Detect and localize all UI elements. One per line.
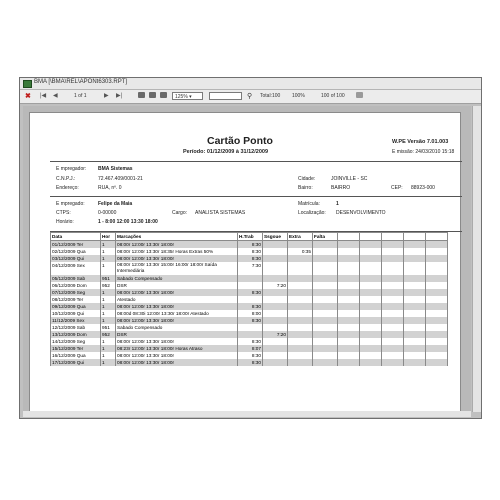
date-cell: 06/12/2009 Dom xyxy=(51,282,101,289)
address-value: RUA, nº. 0 xyxy=(98,185,122,191)
hours-worked-cell xyxy=(238,275,263,282)
marks-cell: 08:00r 12:00r 13:30r 18:00r xyxy=(116,289,238,296)
report-title: Cartão Ponto xyxy=(207,135,273,147)
blank-cell xyxy=(360,255,382,262)
ssgoue-cell xyxy=(263,359,288,366)
date-cell: 09/12/2009 Qua xyxy=(51,303,101,310)
blank-cell xyxy=(360,282,382,289)
blank-cell xyxy=(360,352,382,359)
marks-cell: 08:00r 12:00r 13:30r 18:00r xyxy=(116,303,238,310)
ssgoue-cell xyxy=(263,345,288,352)
blank-cell xyxy=(404,282,426,289)
blank-cell xyxy=(426,241,448,249)
hor-cell: 1 xyxy=(101,248,116,255)
hours-worked-cell: 8:30 xyxy=(238,303,263,310)
blank-cell xyxy=(426,331,448,338)
blank-cell xyxy=(338,359,360,366)
table-header-row xyxy=(51,233,448,241)
employer-label: E mpregador: xyxy=(56,166,87,172)
schedule-label: Horário: xyxy=(56,219,74,225)
blank-cell xyxy=(382,248,404,255)
blank-cell xyxy=(338,255,360,262)
hor-cell: 1 xyxy=(101,296,116,303)
print-setup-icon[interactable] xyxy=(149,92,156,101)
blank-cell xyxy=(404,296,426,303)
blank-cell xyxy=(382,352,404,359)
marks-cell: DSR xyxy=(116,331,238,338)
table-row xyxy=(51,317,448,324)
falta-cell xyxy=(313,359,338,366)
ctps-value: 0-00000 xyxy=(98,210,117,216)
total-label: Total:100 xyxy=(260,93,281,99)
table-row xyxy=(51,255,448,262)
falta-cell xyxy=(313,282,338,289)
employee-value: Felipe da Maia xyxy=(98,201,133,207)
hor-cell: 1 xyxy=(101,289,116,296)
hor-cell: 1 xyxy=(101,262,116,275)
ssgoue-cell xyxy=(263,255,288,262)
table-row xyxy=(51,310,448,317)
ssgoue-cell xyxy=(263,262,288,275)
blank-cell xyxy=(360,317,382,324)
blank-cell xyxy=(404,338,426,345)
ssgoue-cell xyxy=(263,317,288,324)
ssgoue-cell xyxy=(263,248,288,255)
location-label: Localização: xyxy=(298,210,326,216)
ssgoue-cell xyxy=(263,296,288,303)
role-value: ANALISTA SISTEMAS xyxy=(195,210,246,216)
blank-cell xyxy=(382,310,404,317)
extra-cell xyxy=(288,255,313,262)
blank-cell xyxy=(426,345,448,352)
print-icon[interactable] xyxy=(138,92,145,101)
blank-cell xyxy=(360,262,382,275)
ssgoue-cell xyxy=(263,241,288,249)
table-row xyxy=(51,324,448,331)
table-row xyxy=(51,331,448,338)
blank-cell xyxy=(426,324,448,331)
hor-cell: 1 xyxy=(101,359,116,366)
blank-cell xyxy=(338,248,360,255)
table-row xyxy=(51,359,448,366)
cnpj-label: C.N.P.J.: xyxy=(56,176,76,182)
blank-cell xyxy=(338,289,360,296)
ssgoue-cell: 7:20 xyxy=(263,282,288,289)
blank-cell xyxy=(338,241,360,249)
column-header xyxy=(360,233,382,241)
marks-cell: 08:00r 12:00r 13:30r 18:00r xyxy=(116,317,238,324)
blank-cell xyxy=(382,262,404,275)
date-cell: 04/12/2009 Sex xyxy=(51,262,101,275)
marks-cell: 08:00r 12:00r 13:30r 18:00r xyxy=(116,359,238,366)
blank-cell xyxy=(382,324,404,331)
report-viewer-window xyxy=(19,77,482,419)
blank-cell xyxy=(338,331,360,338)
ssgoue-cell xyxy=(263,352,288,359)
extra-cell xyxy=(288,303,313,310)
blank-cell xyxy=(360,296,382,303)
blank-cell xyxy=(404,317,426,324)
hours-worked-cell: 8:30 xyxy=(238,241,263,249)
table-row xyxy=(51,275,448,282)
registration-value: 1 xyxy=(336,201,339,207)
hor-cell: 1 xyxy=(101,255,116,262)
blank-cell xyxy=(338,296,360,303)
blank-cell xyxy=(382,289,404,296)
blank-cell xyxy=(404,310,426,317)
title-bar xyxy=(20,78,481,90)
first-page-button[interactable]: |◀ xyxy=(40,93,47,99)
date-cell: 01/12/2009 Ter xyxy=(51,241,101,249)
marks-cell: Sabado Compensado xyxy=(116,324,238,331)
column-header xyxy=(404,233,426,241)
hor-cell: 952 xyxy=(101,282,116,289)
date-cell: 10/12/2009 Qui xyxy=(51,310,101,317)
ssgoue-cell xyxy=(263,289,288,296)
cnpj-value: 72.467.409/0001-21 xyxy=(98,176,143,182)
marks-cell: Atestado xyxy=(116,296,238,303)
location-value: DESENVOLVIMENTO xyxy=(336,210,386,216)
extra-cell xyxy=(288,317,313,324)
ssgoue-cell xyxy=(263,275,288,282)
last-page-button[interactable]: ▶| xyxy=(116,93,123,99)
window-title: BMA [\BMA\REL\APONt6303.RPT] xyxy=(34,79,128,85)
vertical-scrollbar[interactable] xyxy=(472,106,481,412)
ssgoue-cell xyxy=(263,303,288,310)
blank-cell xyxy=(404,241,426,249)
horizontal-scrollbar[interactable] xyxy=(23,411,471,417)
column-header: Data xyxy=(51,233,101,241)
role-label: Cargo: xyxy=(172,210,188,216)
count-label: 100 of 100 xyxy=(321,93,345,99)
blank-cell xyxy=(338,262,360,275)
hours-worked-cell xyxy=(238,324,263,331)
blank-cell xyxy=(426,262,448,275)
ssgoue-cell: 7:20 xyxy=(263,331,288,338)
date-cell: 03/12/2009 Qui xyxy=(51,255,101,262)
table-row xyxy=(51,338,448,345)
extra-cell xyxy=(288,352,313,359)
extra-cell xyxy=(288,310,313,317)
column-header: Hor xyxy=(101,233,116,241)
hours-worked-cell xyxy=(238,331,263,338)
falta-cell xyxy=(313,303,338,310)
blank-cell xyxy=(338,317,360,324)
hor-cell: 1 xyxy=(101,338,116,345)
blank-cell xyxy=(404,359,426,366)
zoom-select[interactable]: 125% ▾ xyxy=(172,92,203,100)
blank-cell xyxy=(404,303,426,310)
column-header: Ssgoue xyxy=(263,233,288,241)
hor-cell: 1 xyxy=(101,352,116,359)
falta-cell xyxy=(313,248,338,255)
blank-cell xyxy=(404,345,426,352)
report-viewport[interactable] xyxy=(23,106,471,412)
falta-cell xyxy=(313,275,338,282)
report-page xyxy=(29,112,461,412)
blank-cell xyxy=(338,345,360,352)
blank-cell xyxy=(382,296,404,303)
blank-cell xyxy=(426,255,448,262)
date-cell: 11/12/2009 Sex xyxy=(51,317,101,324)
export-icon[interactable] xyxy=(160,92,167,101)
ctps-label: CTPS: xyxy=(56,210,71,216)
blank-cell xyxy=(360,289,382,296)
blank-cell xyxy=(382,255,404,262)
falta-cell xyxy=(313,352,338,359)
blank-cell xyxy=(382,303,404,310)
blank-cell xyxy=(426,359,448,366)
falta-cell xyxy=(313,296,338,303)
column-header: H.Trab xyxy=(238,233,263,241)
hours-worked-cell: 7:30 xyxy=(238,262,263,275)
blank-cell xyxy=(360,324,382,331)
date-cell: 15/12/2009 Ter xyxy=(51,345,101,352)
falta-cell xyxy=(313,289,338,296)
extra-cell: 0:35 xyxy=(288,248,313,255)
registration-label: Matrícula: xyxy=(298,201,320,207)
blank-cell xyxy=(426,275,448,282)
blank-cell xyxy=(338,310,360,317)
app-icon xyxy=(23,80,32,88)
blank-cell xyxy=(382,275,404,282)
district-value: BAIRRO xyxy=(331,185,351,191)
blank-cell xyxy=(382,282,404,289)
find-input[interactable] xyxy=(209,92,242,100)
extra-cell xyxy=(288,345,313,352)
blank-cell xyxy=(404,262,426,275)
hor-cell: 1 xyxy=(101,317,116,324)
blank-cell xyxy=(360,345,382,352)
extra-cell xyxy=(288,338,313,345)
blank-cell xyxy=(338,324,360,331)
divider xyxy=(50,161,462,162)
address-label: Endereço: xyxy=(56,185,79,191)
column-header: Marcações xyxy=(116,233,238,241)
hor-cell: 1 xyxy=(101,241,116,249)
marks-cell: 08:00r 12:00r 13:30r 15:00r 16:00r 18:00r Saída Intermediária xyxy=(116,262,238,275)
blank-cell xyxy=(404,275,426,282)
date-cell: 16/12/2009 Qua xyxy=(51,352,101,359)
blank-cell xyxy=(426,289,448,296)
falta-cell xyxy=(313,331,338,338)
blank-cell xyxy=(426,317,448,324)
falta-cell xyxy=(313,255,338,262)
extra-cell xyxy=(288,262,313,275)
table-row xyxy=(51,289,448,296)
falta-cell xyxy=(313,324,338,331)
marks-cell: DSR xyxy=(116,282,238,289)
blank-cell xyxy=(426,352,448,359)
marks-cell: 08:00r 12:00r 13:30r 18:35r Horas Extras 50% xyxy=(116,248,238,255)
blank-cell xyxy=(404,289,426,296)
table-row xyxy=(51,241,448,249)
report-period: Período: 01/12/2009 à 31/12/2009 xyxy=(183,149,269,155)
extra-cell xyxy=(288,275,313,282)
blank-cell xyxy=(382,359,404,366)
blank-cell xyxy=(338,338,360,345)
column-header: Extra xyxy=(288,233,313,241)
blank-cell xyxy=(338,282,360,289)
date-cell: 02/12/2009 Qua xyxy=(51,248,101,255)
prev-page-button[interactable]: ◀ xyxy=(53,93,58,99)
extra-cell xyxy=(288,241,313,249)
hours-worked-cell: 8:30 xyxy=(238,338,263,345)
page-indicator: 1 of 1 xyxy=(74,93,87,99)
hor-cell: 951 xyxy=(101,324,116,331)
blank-cell xyxy=(404,324,426,331)
blank-cell xyxy=(426,338,448,345)
blank-cell xyxy=(426,282,448,289)
next-page-button[interactable]: ▶ xyxy=(104,93,109,99)
date-cell: 13/12/2009 Dom xyxy=(51,331,101,338)
close-report-icon[interactable] xyxy=(356,92,363,101)
marks-cell: 08:00r 12:00r 13:30r 18:00r xyxy=(116,241,238,249)
falta-cell xyxy=(313,345,338,352)
falta-cell xyxy=(313,338,338,345)
blank-cell xyxy=(338,275,360,282)
blank-cell xyxy=(360,331,382,338)
marks-cell: 08:00r 12:00r 13:30r 18:00r xyxy=(116,255,238,262)
extra-cell xyxy=(288,289,313,296)
hor-cell: 1 xyxy=(101,310,116,317)
falta-cell xyxy=(313,310,338,317)
column-header xyxy=(338,233,360,241)
blank-cell xyxy=(426,248,448,255)
hor-cell: 1 xyxy=(101,303,116,310)
extra-cell xyxy=(288,282,313,289)
stop-icon[interactable]: ✖ xyxy=(25,93,31,100)
blank-cell xyxy=(382,241,404,249)
ssgoue-cell xyxy=(263,310,288,317)
cep-value: 88923-000 xyxy=(411,185,435,191)
binoculars-icon[interactable]: ⚲ xyxy=(247,93,253,100)
extra-cell xyxy=(288,296,313,303)
blank-cell xyxy=(360,248,382,255)
blank-cell xyxy=(360,303,382,310)
table-row xyxy=(51,282,448,289)
hours-worked-cell: 8:07 xyxy=(238,345,263,352)
zoom-value: 125% xyxy=(175,94,188,100)
date-cell: 12/12/2009 Sab xyxy=(51,324,101,331)
employee-label: E mpregado: xyxy=(56,201,85,207)
table-row xyxy=(51,303,448,310)
ssgoue-cell xyxy=(263,338,288,345)
hours-worked-cell: 8:30 xyxy=(238,317,263,324)
column-header xyxy=(426,233,448,241)
emission-label: E missão: xyxy=(392,149,414,155)
date-cell: 07/12/2009 Seg xyxy=(51,289,101,296)
hours-worked-cell xyxy=(238,282,263,289)
blank-cell xyxy=(404,331,426,338)
blank-cell xyxy=(360,310,382,317)
marks-cell: 08:00r 12:00r 13:30r 18:00r xyxy=(116,338,238,345)
column-header xyxy=(382,233,404,241)
blank-cell xyxy=(382,338,404,345)
marks-cell: 08:23r 12:00r 13:30r 18:00r Horas Atraso xyxy=(116,345,238,352)
report-version: W.PE Versão 7.01.003 xyxy=(392,139,449,145)
table-row xyxy=(51,345,448,352)
falta-cell xyxy=(313,317,338,324)
marks-cell: 08:00r 12:00r 13:30r 18:00r xyxy=(116,352,238,359)
blank-cell xyxy=(382,345,404,352)
blank-cell xyxy=(382,331,404,338)
marks-cell: Sabado Compensado xyxy=(116,275,238,282)
percent-label: 100% xyxy=(292,93,305,99)
hours-worked-cell: 8:30 xyxy=(238,289,263,296)
column-header: Falta xyxy=(313,233,338,241)
blank-cell xyxy=(404,255,426,262)
extra-cell xyxy=(288,359,313,366)
district-label: Bairro: xyxy=(298,185,313,191)
table-row xyxy=(51,262,448,275)
blank-cell xyxy=(426,310,448,317)
blank-cell xyxy=(426,296,448,303)
schedule-value: 1 - 8:00 12:00 13:30 18:00 xyxy=(98,219,158,225)
toolbar xyxy=(20,90,481,104)
blank-cell xyxy=(360,338,382,345)
date-cell: 08/12/2009 Ter xyxy=(51,296,101,303)
blank-cell xyxy=(360,275,382,282)
cep-label: CEP: xyxy=(391,185,403,191)
blank-cell xyxy=(360,241,382,249)
blank-cell xyxy=(360,359,382,366)
date-cell: 17/12/2009 Qui xyxy=(51,359,101,366)
marks-cell: 08:00d 08:30i 12:00r 13:30r 18:00r Atestado xyxy=(116,310,238,317)
report-emission xyxy=(392,149,454,155)
extra-cell xyxy=(288,324,313,331)
city-label: Cidade: xyxy=(298,176,316,182)
blank-cell xyxy=(404,248,426,255)
hours-worked-cell: 8:30 xyxy=(238,359,263,366)
date-cell: 05/12/2009 Sab xyxy=(51,275,101,282)
falta-cell xyxy=(313,262,338,275)
table-row xyxy=(51,352,448,359)
hor-cell: 1 xyxy=(101,345,116,352)
table-row xyxy=(51,248,448,255)
emission-value: 24/03/2010 15:18 xyxy=(415,149,455,155)
date-cell: 14/12/2009 Seg xyxy=(51,338,101,345)
table-row xyxy=(51,296,448,303)
employer-value: BMA Sistemas xyxy=(98,166,133,172)
hor-cell: 952 xyxy=(101,331,116,338)
falta-cell xyxy=(313,241,338,249)
divider xyxy=(50,196,462,197)
hours-worked-cell: 8:30 xyxy=(238,255,263,262)
hours-worked-cell xyxy=(238,296,263,303)
ssgoue-cell xyxy=(263,324,288,331)
blank-cell xyxy=(426,303,448,310)
blank-cell xyxy=(338,352,360,359)
city-value: JOINVILLE - SC xyxy=(331,176,368,182)
extra-cell xyxy=(288,331,313,338)
hours-worked-cell: 8:30 xyxy=(238,248,263,255)
timecard-table xyxy=(50,232,448,366)
blank-cell xyxy=(338,303,360,310)
blank-cell xyxy=(382,317,404,324)
blank-cell xyxy=(404,352,426,359)
hor-cell: 951 xyxy=(101,275,116,282)
hours-worked-cell: 8:00 xyxy=(238,310,263,317)
hours-worked-cell: 8:30 xyxy=(238,352,263,359)
